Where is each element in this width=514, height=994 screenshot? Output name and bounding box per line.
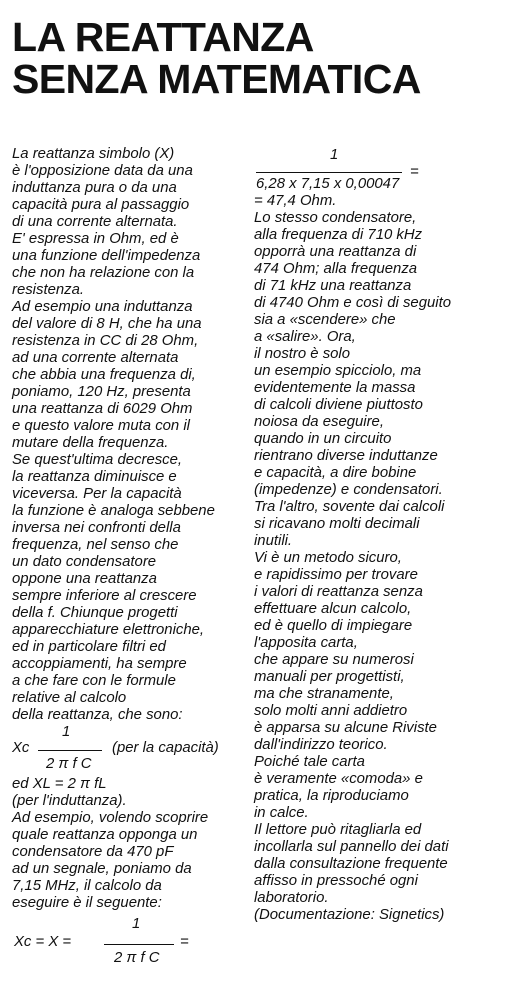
text-line: relative al calcolo [12, 690, 127, 706]
formula-numerator: 1 [330, 147, 339, 163]
text-line: noiosa da eseguire, [254, 414, 384, 430]
title-line-1: LA REATTANZA [12, 14, 314, 60]
text-line: rientrano diverse induttanze [254, 448, 438, 464]
text-line: affisso in pressoché ogni [254, 873, 418, 889]
text-line: resistenza. [12, 282, 85, 298]
text-line: della reattanza, che sono: [12, 707, 183, 723]
text-line: 7,15 MHz, il calcolo da [12, 878, 162, 894]
text-line: eseguire è il seguente: [12, 895, 162, 911]
text-line: la reattanza diminuisce e [12, 469, 177, 485]
text-line: ad un segnale, poniamo da [12, 861, 192, 877]
text-line: inversa nei confronti della [12, 520, 181, 536]
text-line: a «salire». Ora, [254, 329, 356, 345]
text-line: Poiché tale carta [254, 754, 365, 770]
text-line: (per l'induttanza). [12, 793, 127, 809]
text-line: viceversa. Per la capacità [12, 486, 182, 502]
text-line: mutare della frequenza. [12, 435, 169, 451]
text-line: ma che stranamente, [254, 686, 394, 702]
text-line: di calcoli diviene piuttosto [254, 397, 423, 413]
text-line: dalla consultazione frequente [254, 856, 448, 872]
text-line: frequenza, nel senso che [12, 537, 179, 553]
text-line: Ad esempio una induttanza [12, 299, 193, 315]
text-line: una funzione dell'impedenza [12, 248, 201, 264]
fraction-bar [38, 750, 102, 751]
text-line: condensatore da 470 pF [12, 844, 174, 860]
left-paragraph-2 [12, 776, 250, 912]
text-line: manuali per progettisti, [254, 669, 405, 685]
text-line: (impedenze) e condensatori. [254, 482, 443, 498]
text-line: Lo stesso condensatore, [254, 210, 417, 226]
formula-reactance-values [254, 146, 506, 193]
text-line: di 4740 Ohm e così di seguito [254, 295, 452, 311]
text-line: che non ha relazione con la [12, 265, 195, 281]
text-line: Vi è un metodo sicuro, [254, 550, 402, 566]
left-paragraph [12, 146, 250, 724]
formula-reactance-calc [12, 916, 250, 968]
formula-numerator: 1 [62, 724, 71, 740]
text-line: La reattanza simbolo (X) [12, 146, 175, 162]
formula-capacitive-reactance [12, 724, 250, 774]
text-line: ed XL = 2 π fL [12, 776, 107, 792]
formula-note: (per la capacità) [112, 740, 219, 756]
text-line: e rapidissimo per trovare [254, 567, 418, 583]
formula-numerator: 1 [132, 916, 141, 932]
text-line: a che fare con le formule [12, 673, 176, 689]
text-line: inutili. [254, 533, 293, 549]
text-line: 474 Ohm; alla frequenza [254, 261, 418, 277]
text-line: ed in particolare filtri ed [12, 639, 166, 655]
text-line: si ricavano molti decimali [254, 516, 420, 532]
text-line: laboratorio. [254, 890, 329, 906]
text-line: e capacità, a dire bobine [254, 465, 417, 481]
fraction-bar [256, 172, 402, 173]
text-line: della f. Chiunque progetti [12, 605, 178, 621]
article-title [12, 16, 506, 100]
text-line: è l'opposizione data da una [12, 163, 193, 179]
text-line: resistenza in CC di 28 Ohm, [12, 333, 199, 349]
formula-denominator: 6,28 x 7,15 x 0,00047 [256, 176, 400, 192]
text-line: è apparsa su alcune Riviste [254, 720, 437, 736]
left-column [12, 146, 250, 968]
text-line: che appare su numerosi [254, 652, 414, 668]
text-line: è veramente «comoda» e [254, 771, 423, 787]
text-line: del valore di 8 H, che ha una [12, 316, 202, 332]
text-line: l'apposita carta, [254, 635, 358, 651]
text-line: di 71 kHz una reattanza [254, 278, 412, 294]
text-line: il nostro è solo [254, 346, 351, 362]
text-line: di una corrente alternata. [12, 214, 178, 230]
formula-lhs: Xc = X = [14, 934, 72, 950]
text-line: un dato condensatore [12, 554, 157, 570]
text-line: un esempio spicciolo, ma [254, 363, 422, 379]
text-line: solo molti anni addietro [254, 703, 408, 719]
text-line: effettuare alcun calcolo, [254, 601, 412, 617]
text-line: che abbia una frequenza di, [12, 367, 196, 383]
text-line: apparecchiature elettroniche, [12, 622, 205, 638]
formula-rhs: = [180, 934, 189, 950]
text-line: Tra l'altro, sovente dai calcoli [254, 499, 445, 515]
text-line: ed è quello di impiegare [254, 618, 413, 634]
text-line: dall'indirizzo teorico. [254, 737, 388, 753]
text-line: alla frequenza di 710 kHz [254, 227, 423, 243]
text-line: Il lettore può ritagliarla ed [254, 822, 422, 838]
text-line: la funzione è analoga sebbene [12, 503, 215, 519]
text-line: sempre inferiore al crescere [12, 588, 197, 604]
text-line: i valori di reattanza senza [254, 584, 423, 600]
formula-lhs: Xc [12, 740, 30, 756]
text-line: accoppiamenti, ha sempre [12, 656, 187, 672]
text-line: Se quest'ultima decresce, [12, 452, 183, 468]
text-line: capacità pura al passaggio [12, 197, 190, 213]
text-line: opporrà una reattanza di [254, 244, 417, 260]
formula-rhs: = [410, 164, 419, 180]
text-line: evidentemente la massa [254, 380, 416, 396]
text-line: pratica, la riproduciamo [254, 788, 409, 804]
fraction-bar [104, 944, 174, 945]
text-line: quando in un circuito [254, 431, 392, 447]
text-line: E' espressa in Ohm, ed è [12, 231, 179, 247]
text-line: induttanza pura o da una [12, 180, 177, 196]
text-line: ad una corrente alternata [12, 350, 179, 366]
text-line: una reattanza di 6029 Ohm [12, 401, 193, 417]
right-column [254, 146, 506, 924]
text-line: = 47,4 Ohm. [254, 193, 337, 209]
title-line-2: SENZA MATEMATICA [12, 56, 421, 102]
text-line: (Documentazione: Signetics) [254, 907, 445, 923]
text-line: sia a «scendere» che [254, 312, 396, 328]
text-line: Ad esempio, volendo scoprire [12, 810, 209, 826]
text-line: oppone una reattanza [12, 571, 157, 587]
text-line: incollarla sul pannello dei dati [254, 839, 449, 855]
text-line: quale reattanza opponga un [12, 827, 198, 843]
right-paragraph [254, 193, 506, 924]
formula-denominator: 2 π f C [46, 756, 92, 772]
text-line: in calce. [254, 805, 309, 821]
text-line: poniamo, 120 Hz, presenta [12, 384, 191, 400]
text-line: e questo valore muta con il [12, 418, 190, 434]
formula-denominator: 2 π f C [114, 950, 160, 966]
